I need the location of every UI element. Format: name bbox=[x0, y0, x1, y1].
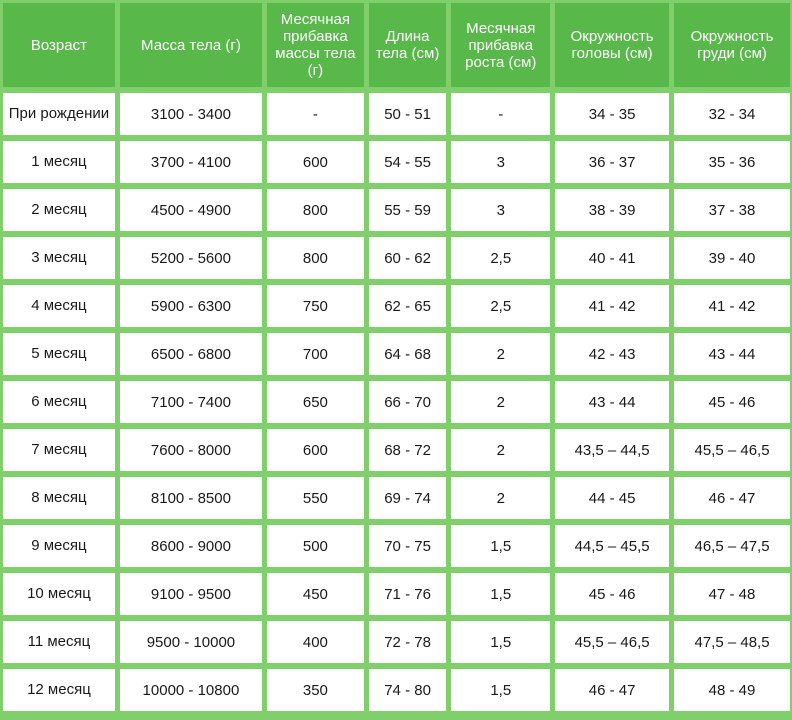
cell-monthly-height-gain: - bbox=[451, 93, 550, 135]
cell-body-mass: 9100 - 9500 bbox=[120, 573, 262, 615]
cell-monthly-height-gain: 2 bbox=[451, 381, 550, 423]
cell-monthly-height-gain: 3 bbox=[451, 189, 550, 231]
header-cell-head-circumference: Окружность головы (см) bbox=[555, 3, 669, 87]
cell-body-mass: 7100 - 7400 bbox=[120, 381, 262, 423]
cell-monthly-height-gain: 1,5 bbox=[451, 621, 550, 663]
cell-monthly-mass-gain: 800 bbox=[267, 189, 364, 231]
cell-body-length: 69 - 74 bbox=[369, 477, 447, 519]
cell-body-mass: 4500 - 4900 bbox=[120, 189, 262, 231]
cell-age: 7 месяц bbox=[3, 429, 115, 471]
cell-body-length: 54 - 55 bbox=[369, 141, 447, 183]
cell-monthly-mass-gain: 350 bbox=[267, 669, 364, 711]
cell-chest-circumference: 35 - 36 bbox=[674, 141, 790, 183]
cell-monthly-mass-gain: 650 bbox=[267, 381, 364, 423]
cell-body-length: 55 - 59 bbox=[369, 189, 447, 231]
cell-monthly-mass-gain: 700 bbox=[267, 333, 364, 375]
cell-body-length: 74 - 80 bbox=[369, 669, 447, 711]
cell-monthly-height-gain: 1,5 bbox=[451, 669, 550, 711]
cell-body-length: 70 - 75 bbox=[369, 525, 447, 567]
table-row bbox=[3, 669, 790, 711]
header-cell-body-mass: Масса тела (г) bbox=[120, 3, 262, 87]
cell-head-circumference: 38 - 39 bbox=[555, 189, 669, 231]
cell-body-mass: 3700 - 4100 bbox=[120, 141, 262, 183]
table-row bbox=[3, 381, 790, 423]
cell-body-mass: 8600 - 9000 bbox=[120, 525, 262, 567]
header-cell-monthly-mass-gain: Месячная прибавка массы тела (г) bbox=[267, 3, 364, 87]
cell-chest-circumference: 46,5 – 47,5 bbox=[674, 525, 790, 567]
table-row bbox=[3, 237, 790, 279]
table-row bbox=[3, 285, 790, 327]
cell-monthly-mass-gain: 550 bbox=[267, 477, 364, 519]
table-row bbox=[3, 525, 790, 567]
cell-body-mass: 3100 - 3400 bbox=[120, 93, 262, 135]
header-cell-chest-circumference: Окружность груди (см) bbox=[674, 3, 790, 87]
cell-head-circumference: 43 - 44 bbox=[555, 381, 669, 423]
cell-body-length: 72 - 78 bbox=[369, 621, 447, 663]
cell-body-length: 50 - 51 bbox=[369, 93, 447, 135]
cell-head-circumference: 45 - 46 bbox=[555, 573, 669, 615]
cell-monthly-mass-gain: 600 bbox=[267, 141, 364, 183]
cell-monthly-mass-gain: - bbox=[267, 93, 364, 135]
cell-head-circumference: 36 - 37 bbox=[555, 141, 669, 183]
cell-chest-circumference: 45 - 46 bbox=[674, 381, 790, 423]
cell-head-circumference: 41 - 42 bbox=[555, 285, 669, 327]
cell-head-circumference: 44 - 45 bbox=[555, 477, 669, 519]
cell-body-length: 71 - 76 bbox=[369, 573, 447, 615]
cell-monthly-height-gain: 1,5 bbox=[451, 573, 550, 615]
cell-body-mass: 8100 - 8500 bbox=[120, 477, 262, 519]
table-row bbox=[3, 477, 790, 519]
cell-chest-circumference: 37 - 38 bbox=[674, 189, 790, 231]
cell-age: При рождении bbox=[3, 93, 115, 135]
cell-age: 12 месяц bbox=[3, 669, 115, 711]
cell-head-circumference: 44,5 – 45,5 bbox=[555, 525, 669, 567]
cell-head-circumference: 40 - 41 bbox=[555, 237, 669, 279]
cell-body-length: 66 - 70 bbox=[369, 381, 447, 423]
cell-age: 5 месяц bbox=[3, 333, 115, 375]
cell-head-circumference: 43,5 – 44,5 bbox=[555, 429, 669, 471]
cell-monthly-height-gain: 2 bbox=[451, 333, 550, 375]
cell-body-mass: 5200 - 5600 bbox=[120, 237, 262, 279]
cell-head-circumference: 45,5 – 46,5 bbox=[555, 621, 669, 663]
cell-body-length: 60 - 62 bbox=[369, 237, 447, 279]
cell-monthly-height-gain: 1,5 bbox=[451, 525, 550, 567]
cell-chest-circumference: 48 - 49 bbox=[674, 669, 790, 711]
cell-chest-circumference: 47 - 48 bbox=[674, 573, 790, 615]
cell-chest-circumference: 45,5 – 46,5 bbox=[674, 429, 790, 471]
cell-monthly-height-gain: 2,5 bbox=[451, 285, 550, 327]
cell-body-length: 62 - 65 bbox=[369, 285, 447, 327]
cell-head-circumference: 42 - 43 bbox=[555, 333, 669, 375]
cell-age: 4 месяц bbox=[3, 285, 115, 327]
cell-monthly-mass-gain: 500 bbox=[267, 525, 364, 567]
cell-chest-circumference: 43 - 44 bbox=[674, 333, 790, 375]
table-row bbox=[3, 573, 790, 615]
cell-head-circumference: 46 - 47 bbox=[555, 669, 669, 711]
cell-monthly-mass-gain: 400 bbox=[267, 621, 364, 663]
cell-age: 11 месяц bbox=[3, 621, 115, 663]
cell-monthly-mass-gain: 600 bbox=[267, 429, 364, 471]
table-row bbox=[3, 429, 790, 471]
header-cell-age: Возраст bbox=[3, 3, 115, 87]
header-row bbox=[3, 3, 790, 87]
table-row bbox=[3, 189, 790, 231]
table-row bbox=[3, 621, 790, 663]
cell-age: 2 месяц bbox=[3, 189, 115, 231]
cell-age: 3 месяц bbox=[3, 237, 115, 279]
header-cell-monthly-height-gain: Месячная прибавка роста (см) bbox=[451, 3, 550, 87]
cell-monthly-mass-gain: 450 bbox=[267, 573, 364, 615]
cell-monthly-height-gain: 3 bbox=[451, 141, 550, 183]
cell-age: 10 месяц bbox=[3, 573, 115, 615]
cell-chest-circumference: 41 - 42 bbox=[674, 285, 790, 327]
cell-body-mass: 7600 - 8000 bbox=[120, 429, 262, 471]
cell-monthly-height-gain: 2,5 bbox=[451, 237, 550, 279]
header-cell-body-length: Длина тела (см) bbox=[369, 3, 447, 87]
cell-head-circumference: 34 - 35 bbox=[555, 93, 669, 135]
cell-body-mass: 9500 - 10000 bbox=[120, 621, 262, 663]
cell-body-mass: 10000 - 10800 bbox=[120, 669, 262, 711]
cell-chest-circumference: 47,5 – 48,5 bbox=[674, 621, 790, 663]
cell-age: 6 месяц bbox=[3, 381, 115, 423]
table-row bbox=[3, 93, 790, 135]
cell-body-length: 64 - 68 bbox=[369, 333, 447, 375]
cell-chest-circumference: 32 - 34 bbox=[674, 93, 790, 135]
table-row bbox=[3, 141, 790, 183]
table-body bbox=[3, 93, 790, 711]
table-row bbox=[3, 333, 790, 375]
cell-chest-circumference: 39 - 40 bbox=[674, 237, 790, 279]
cell-chest-circumference: 46 - 47 bbox=[674, 477, 790, 519]
cell-body-mass: 6500 - 6800 bbox=[120, 333, 262, 375]
cell-age: 1 месяц bbox=[3, 141, 115, 183]
cell-monthly-mass-gain: 750 bbox=[267, 285, 364, 327]
cell-age: 8 месяц bbox=[3, 477, 115, 519]
cell-body-length: 68 - 72 bbox=[369, 429, 447, 471]
cell-monthly-height-gain: 2 bbox=[451, 477, 550, 519]
cell-monthly-mass-gain: 800 bbox=[267, 237, 364, 279]
cell-body-mass: 5900 - 6300 bbox=[120, 285, 262, 327]
cell-age: 9 месяц bbox=[3, 525, 115, 567]
cell-monthly-height-gain: 2 bbox=[451, 429, 550, 471]
